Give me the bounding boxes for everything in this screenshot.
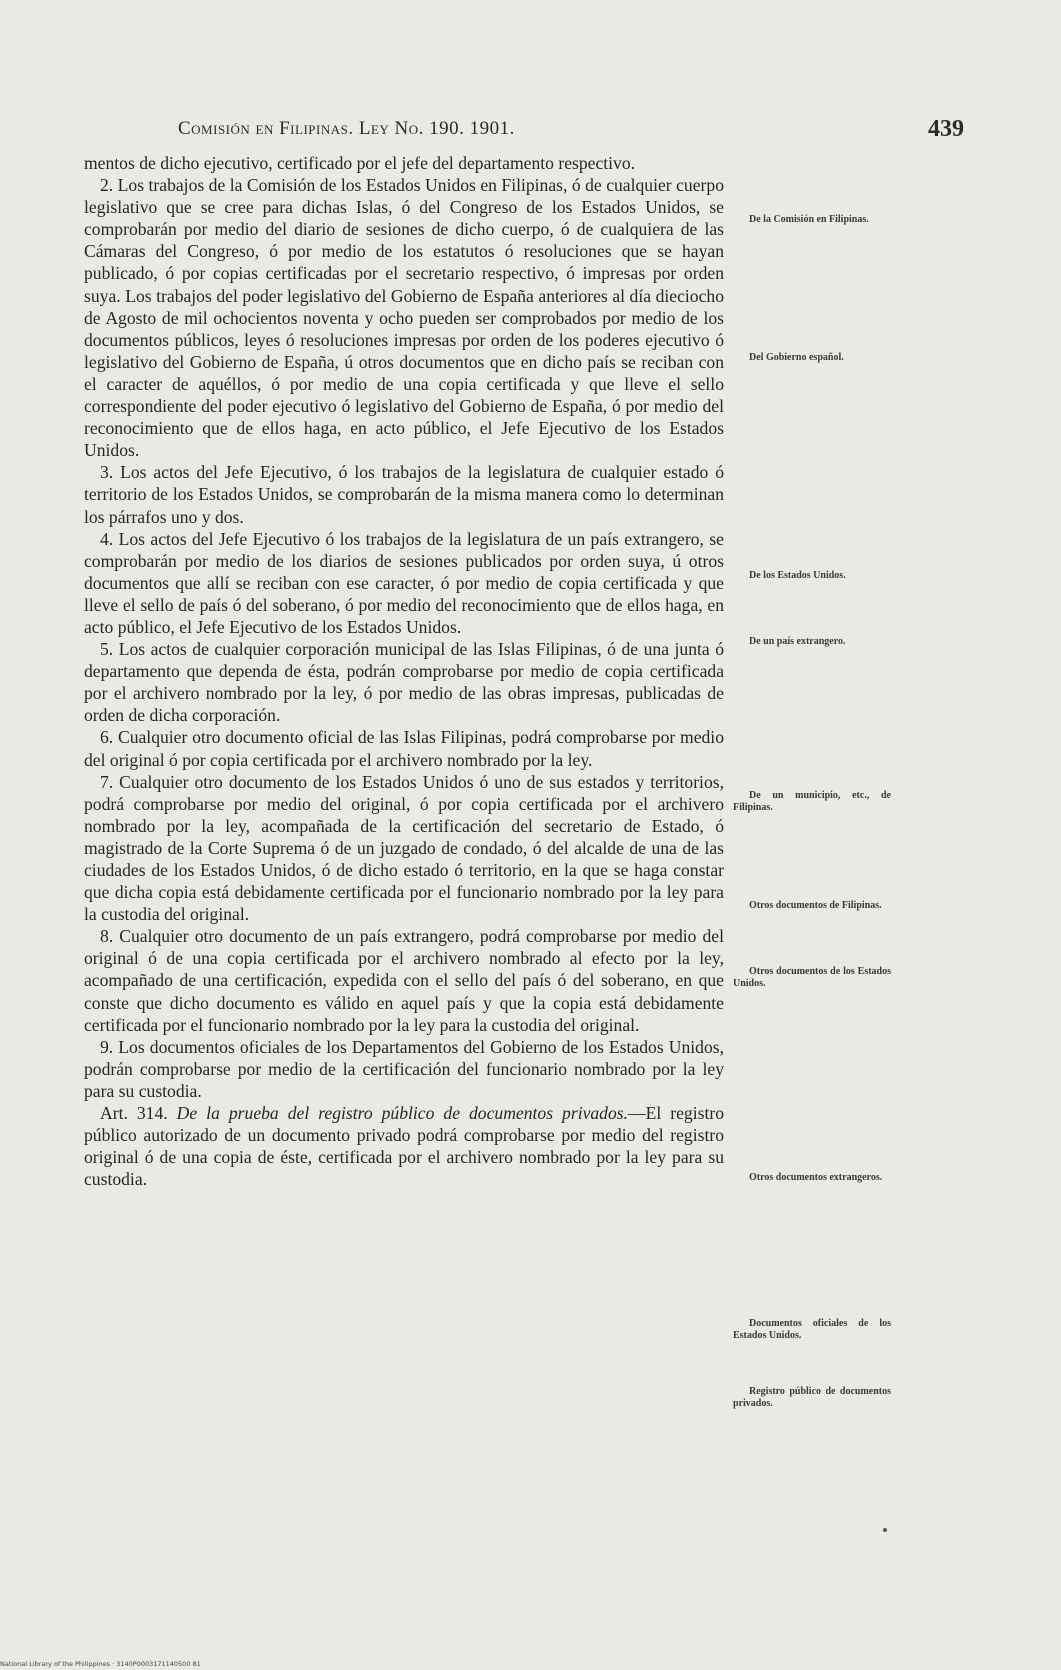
paragraph-3: 3. Los actos del Jefe Ejecutivo, ó los trabajos de la legislatura de cualquier estado ó territorio de los Estados Unidos, se comprobarán de la misma manera como lo determinan los párrafos uno y dos. — [84, 462, 724, 527]
paragraph-5: 5. Los actos de cualquier corporación municipal de las Islas Filipinas, ó de una junta ó departamento que dependa de ésta, podrán comprobarse por medio de copia certificada por el archivero nombrado por la ley, ó por medio de las obras impresas, publicadas de orden de dicha corporación. — [84, 639, 724, 726]
ink-dot — [883, 1528, 887, 1532]
margin-note-registro-publico: Registro público de documentos privados. — [733, 1386, 891, 1409]
page-number: 439 — [928, 116, 964, 142]
paragraph-continuation: mentos de dicho ejecutivo, certificado por el jefe del departamento respectivo. — [84, 153, 636, 173]
margin-note-estados-unidos: De los Estados Unidos. — [749, 570, 846, 581]
paragraph-7: 7. Cualquier otro documento de los Estados Unidos ó uno de sus estados y territorios, podrá comprobarse por medio del original, ó por copia certificada por el archivero nombrado por la ley, acompañada de la certificación del secretario de Estado, ó magistrado de la Corte Suprema ó de un juzgado de condado, ó del alcalde de una de las ciudades de los Estados Unidos, ó de dicho estado ó territorio, en la que se haga constar que dicha copia está debidamente certificada por el funcionario nombrado por la ley para la custodia del original. — [84, 771, 724, 925]
margin-note-docs-estados-unidos: Otros documentos de los Estados Unidos. — [733, 966, 891, 989]
margin-note-comision: De la Comisión en Filipinas. — [749, 214, 869, 225]
margin-note-municipio: De un municipio, etc., de Filipinas. — [733, 790, 891, 813]
margin-note-docs-extrangeros: Otros documentos extrangeros. — [749, 1172, 883, 1183]
paragraph-6: 6. Cualquier otro documento oficial de las Islas Filipinas, podrá comprobarse por medio del original ó por copia certificada por el archivero nombrado por la ley. — [84, 727, 724, 770]
paragraph-8: 8. Cualquier otro documento de un país extrangero, podrá comprobarse por medio del original ó de una copia certificada por el archivero nombrado al efecto por la ley, acompañado de una certificación, expedida con el sello del país ó del soberano, en que conste que dicho documento es válido en aquel país y que la copia está debidamente certificada por el funcionario nombrado por la ley para la custodia del original. — [84, 926, 724, 1035]
running-header: Comisión en Filipinas. Ley No. 190. 1901. — [178, 118, 515, 139]
margin-note-gobierno-espanol: Del Gobierno español. — [749, 352, 844, 363]
margin-note-docs-filipinas: Otros documentos de Filipinas. — [749, 900, 882, 911]
paragraph-9: 9. Los documentos oficiales de los Departamentos del Gobierno de los Estados Unidos, podrán comprobarse por medio de la certificación del funcionario nombrado por la ley para su custodia. — [84, 1036, 724, 1101]
paragraph-2: 2. Los trabajos de la Comisión de los Estados Unidos en Filipinas, ó de cualquier cuerpo legislativo que se cree para dichas Islas, ó del Congreso de los Estados Unidos, se comprobarán por medio del diario de sesiones de dicho cuerpo, ó de cualquiera de las Cámaras del Congreso, ó por medio de los estatutos ó resoluciones que se hayan publicado, ó por copias certificadas por el secretario respectivo, ó impresas por orden suya. Los trabajos del poder legislativo del Gobierno de España anteriores al día dieciocho de Agosto de mil ochocientos noventa y ocho pueden ser comprobados por medio de los documentos públicos, leyes ó resoluciones impresas por orden de los poderes ejecutivo ó legislativo del Gobierno de España, ú otros documentos que en dicho país se reciban con el caracter de aquéllos, ó por medio de una copia certificada y que lleve el sello correspondiente del poder ejecutivo ó legislativo del Gobierno de España, ó por medio del reconocimiento que de ellos haga, en acto público, el Jefe Ejecutivo de los Estados Unidos. — [84, 175, 724, 461]
article-314 — [84, 1102, 724, 1190]
paragraph-4: 4. Los actos del Jefe Ejecutivo ó los trabajos de la legislatura de un país extrangero, se comprobarán por medio de los diarios de sesiones publicados por orden suya, ú otros documentos que allí se reciban con ese caracter, ó por medio de copia certificada y que lleve el sello de país ó del soberano, ó por medio del reconocimiento que de ellos haga, en acto público, el Jefe Ejecutivo de los Estados Unidos. — [84, 528, 724, 637]
article-text: —El registro público autorizado de un documento privado podrá comprobarse por medio del registro original ó de una copia de éste, certificada por el archivero nombrado por la ley para su custodia. — [84, 1103, 725, 1190]
body-text — [84, 152, 724, 1190]
article-label: Art. 314. — [100, 1103, 168, 1124]
scan-footer: National Library of the Philippines · 3140P0003171140500 81 — [0, 1660, 201, 1668]
margin-note-pais-extrangero: De un país extrangero. — [749, 636, 846, 647]
margin-note-docs-oficiales: Documentos oficiales de los Estados Unidos. — [733, 1318, 891, 1341]
article-title: De la prueba del registro público de documentos privados. — [176, 1103, 629, 1124]
